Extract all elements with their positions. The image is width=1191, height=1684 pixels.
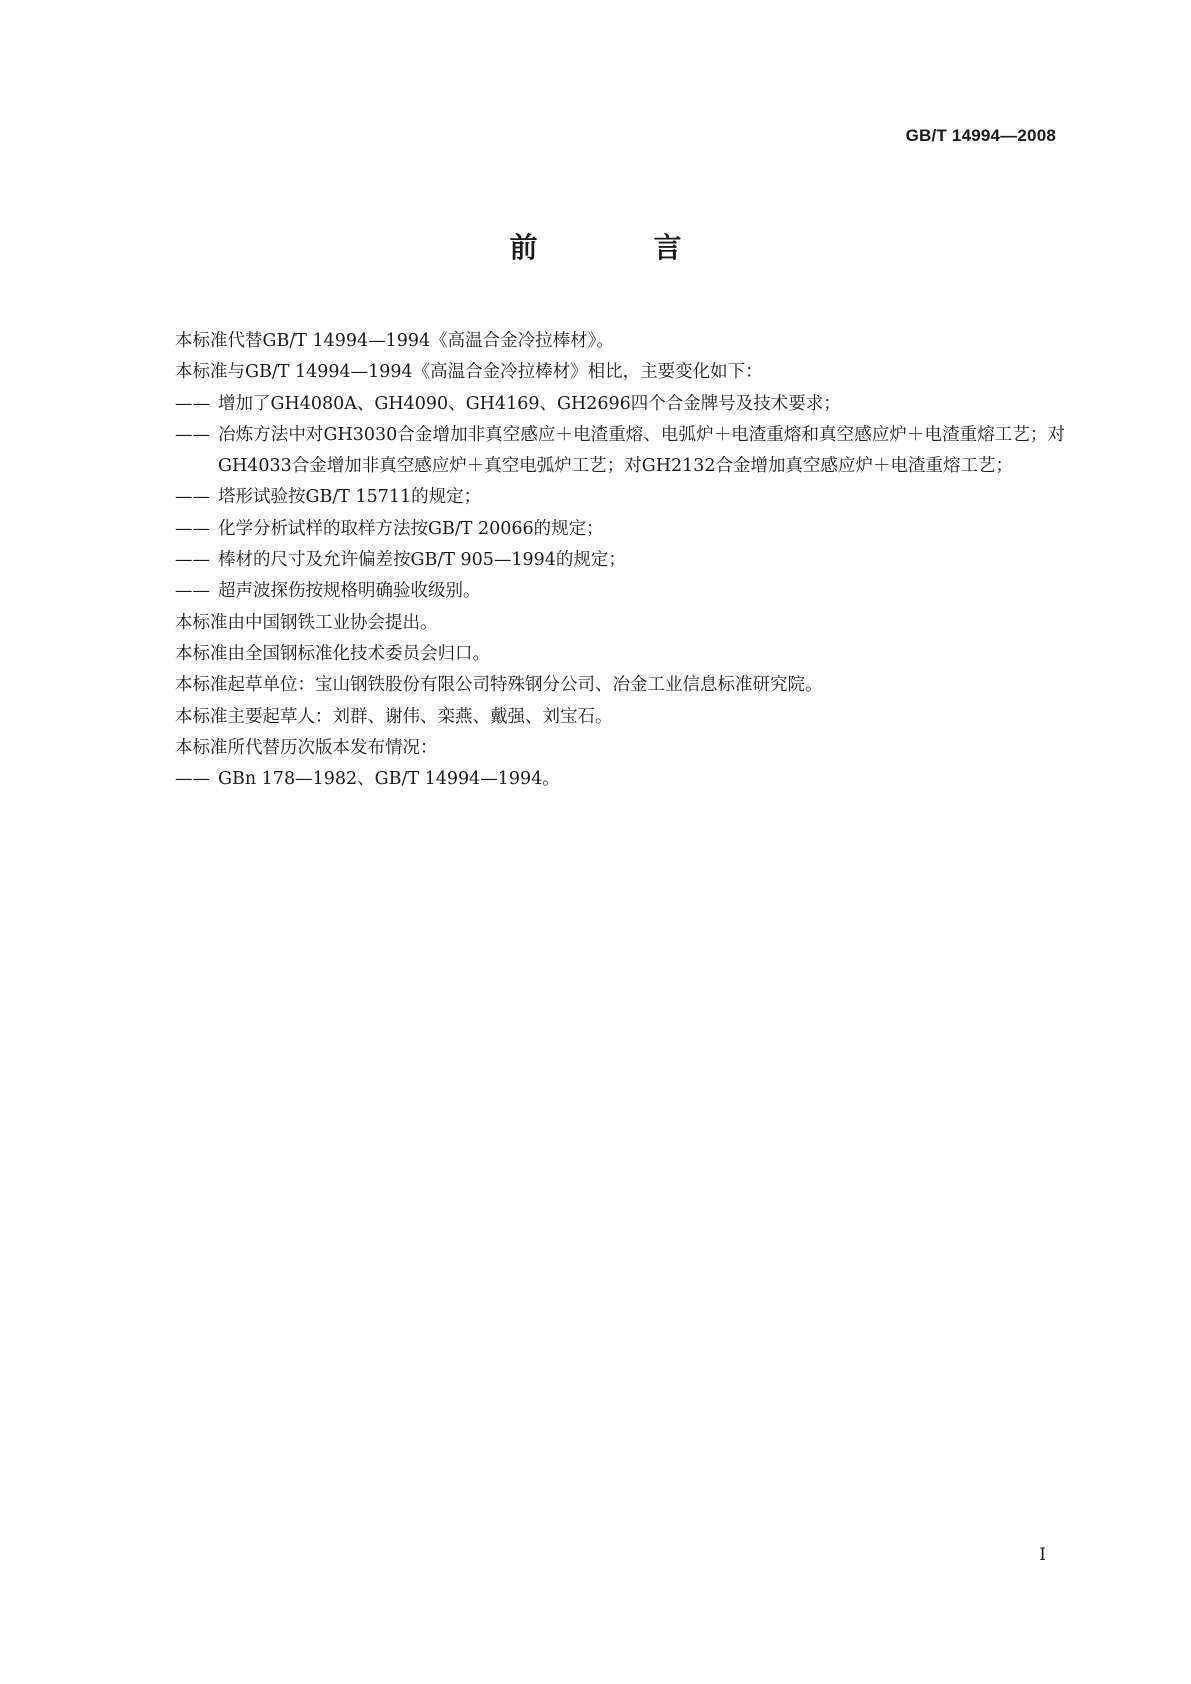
dash-mark: ——	[175, 581, 210, 602]
paragraph-history-intro: 本标准所代替历次版本发布情况：	[175, 737, 438, 758]
page-number: I	[1039, 1545, 1046, 1565]
change-item-text: 棒材的尺寸及允许偏差按GB/T 905—1994的规定；	[218, 550, 626, 571]
paragraph-drafters: 本标准主要起草人：刘群、谢伟、栾燕、戴强、刘宝石。	[175, 706, 613, 727]
change-item	[175, 482, 1065, 513]
change-item	[175, 420, 1065, 483]
change-item-text: 超声波探伤按规格明确验收级别。	[218, 581, 481, 602]
paragraph-replaces: 本标准代替GB/T 14994—1994《高温合金冷拉棒材》。	[175, 331, 614, 351]
change-item	[175, 576, 1065, 607]
dash-mark: ——	[175, 550, 210, 571]
paragraph-committee: 本标准由全国钢标准化技术委员会归口。	[175, 643, 490, 664]
change-item	[175, 545, 1065, 576]
change-item-text: 增加了GH4080A、GH4090、GH4169、GH2696四个合金牌号及技术要求；	[218, 393, 841, 414]
history-item-text: GBn 178—1982、GB/T 14994—1994。	[218, 769, 560, 790]
change-item-text: 化学分析试样的取样方法按GB/T 20066的规定；	[218, 518, 604, 539]
paragraph-drafting-units: 本标准起草单位：宝山钢铁股份有限公司特殊钢分公司、冶金工业信息标准研究院。	[175, 675, 823, 696]
page-title: 前 言	[509, 231, 726, 264]
foreword-body	[175, 326, 1065, 795]
dash-mark: ——	[175, 393, 210, 414]
change-item	[175, 389, 1065, 420]
history-item	[175, 764, 1065, 795]
change-item	[175, 514, 1065, 545]
change-item-text: 塔形试验按GB/T 15711的规定；	[218, 487, 482, 508]
standard-code-header: GB/T 14994—2008	[905, 126, 1056, 145]
dash-mark: ——	[175, 518, 210, 539]
dash-mark: ——	[175, 487, 210, 508]
paragraph-proposer: 本标准由中国钢铁工业协会提出。	[175, 612, 438, 633]
dash-mark: ——	[175, 769, 210, 790]
change-item-text: 冶炼方法中对GH3030合金增加非真空感应＋电渣重熔、电弧炉＋电渣重熔和真空感应炉＋电渣重熔工艺；对GH4033合金增加非真空感应炉＋真空电弧炉工艺；对GH2132合金增加真空感应炉＋电渣重熔工艺；	[218, 424, 1065, 477]
dash-mark: ——	[175, 424, 210, 445]
paragraph-changes-intro: 本标准与GB/T 14994—1994《高温合金冷拉棒材》相比，主要变化如下：	[175, 362, 763, 383]
